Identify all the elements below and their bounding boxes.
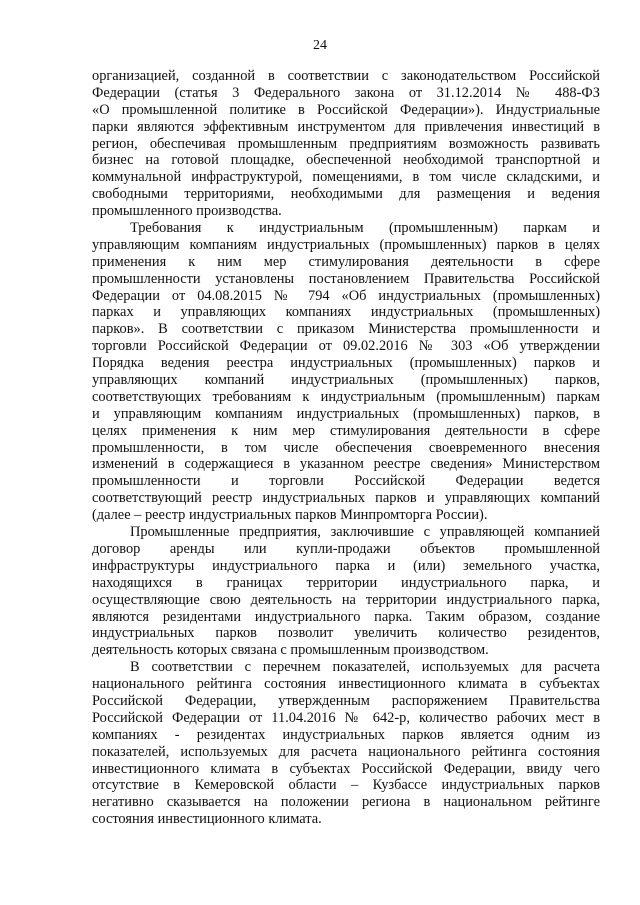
text-line: парки являются эффективным инструментом для привлечения инвестиций в <box>92 118 600 135</box>
text-line: свободными территориями, необходимыми для размещения и ведения <box>92 186 600 203</box>
text-line: Федерации от 04.08.2015 № 794 «Об индустриальных (промышленных) <box>92 287 600 304</box>
text-line: осуществляющие свою деятельность на территории индустриального парка, <box>92 591 600 608</box>
text-line: индустриальных парков позволит увеличить количество резидентов, <box>92 625 600 642</box>
text-line: состояния инвестиционного климата. <box>92 811 322 828</box>
text-line: регион, обеспечивая промышленным предприятиям возможность развивать <box>92 135 600 152</box>
text-line: отсутствие в Кемеровской области – Кузбассе индустриальных парков <box>92 777 600 794</box>
text-line: соответствующих требованиям к индустриальным (промышленным) паркам <box>92 388 600 405</box>
text-line: изменений в содержащиеся в указанном реестре сведения» Министерством <box>92 456 600 473</box>
document-body <box>92 68 600 828</box>
text-line: парках и управляющих компаниях индустриальных (промышленных) <box>92 304 600 321</box>
text-line: инфраструктуры индустриального парка и (или) земельного участка, <box>92 557 600 574</box>
text-line: (далее – реестр индустриальных парков Минпромторга России). <box>92 507 488 524</box>
text-line: договор аренды или купли-продажи объектов промышленной <box>92 540 600 557</box>
text-line: коммунальной инфраструктурой, помещениями, в том числе складскими, и <box>92 169 600 186</box>
text-line: применения к ним мер стимулирования деятельности в сфере <box>92 253 600 270</box>
text-line: торговли Российской Федерации от 09.02.2016 № 303 «Об утверждении <box>92 338 600 355</box>
text-line: парков». В соответствии с приказом Министерства промышленности и <box>92 321 600 338</box>
text-line: «О промышленной политике в Российской Федерации»). Индустриальные <box>92 101 600 118</box>
text-line: промышленности и торговли Российской Федерации ведется <box>92 473 600 490</box>
text-line: национального рейтинга состояния инвестиционного климата в субъектах <box>92 676 600 693</box>
text-line: промышленности установлены постановлением Правительства Российской <box>92 270 600 287</box>
text-line: Российской Федерации, утвержденным распоряжением Правительства <box>92 692 600 709</box>
page-number: 24 <box>313 38 327 53</box>
text-line: управляющим компаниям индустриальных (промышленных) парков в целях <box>92 236 600 253</box>
text-line: Российской Федерации от 11.04.2016 № 642-р, количество рабочих мест в <box>92 709 600 726</box>
text-line: инвестиционного климата в субъектах Российской Федерации, ввиду чего <box>92 760 600 777</box>
text-line: Промышленные предприятия, заключившие с управляющей компанией <box>130 524 600 541</box>
text-line: промышленного производства. <box>92 203 282 220</box>
text-line: негативно сказывается на положении региона в национальном рейтинге <box>92 794 600 811</box>
text-line: целях применения к ним мер стимулирования деятельности в сфере <box>92 422 600 439</box>
text-line: промышленности, в том числе обеспечения своевременного внесения <box>92 439 600 456</box>
text-line: Требования к индустриальным (промышленным) паркам и <box>130 220 600 237</box>
text-line: Порядка ведения реестра индустриальных (промышленных) парков и <box>92 355 600 372</box>
text-line: В соответствии с перечнем показателей, используемых для расчета <box>130 659 600 676</box>
text-line: показателей, используемых для расчета национального рейтинга состояния <box>92 743 600 760</box>
text-line: организацией, созданной в соответствии с законодательством Российской <box>92 68 600 84</box>
text-line: бизнес на готовой площадке, обеспеченной необходимой транспортной и <box>92 152 600 169</box>
text-line: Федерации (статья 3 Федерального закона от 31.12.2014 № 488-ФЗ <box>92 84 600 101</box>
text-line: компаниях - резидентах индустриальных парков является одним из <box>92 726 600 743</box>
text-line: являются резидентами индустриального парка. Таким образом, создание <box>92 608 600 625</box>
text-line: и управляющим компаниям индустриальных (промышленных) парков, в <box>92 405 600 422</box>
text-line: деятельность которых связана с промышленным производством. <box>92 642 489 659</box>
text-line: находящихся в границах территории индустриального парка, и <box>92 574 600 591</box>
text-line: управляющих компаний индустриальных (промышленных) парков, <box>92 372 600 389</box>
text-line: соответствующий реестр индустриальных парков и управляющих компаний <box>92 490 600 507</box>
